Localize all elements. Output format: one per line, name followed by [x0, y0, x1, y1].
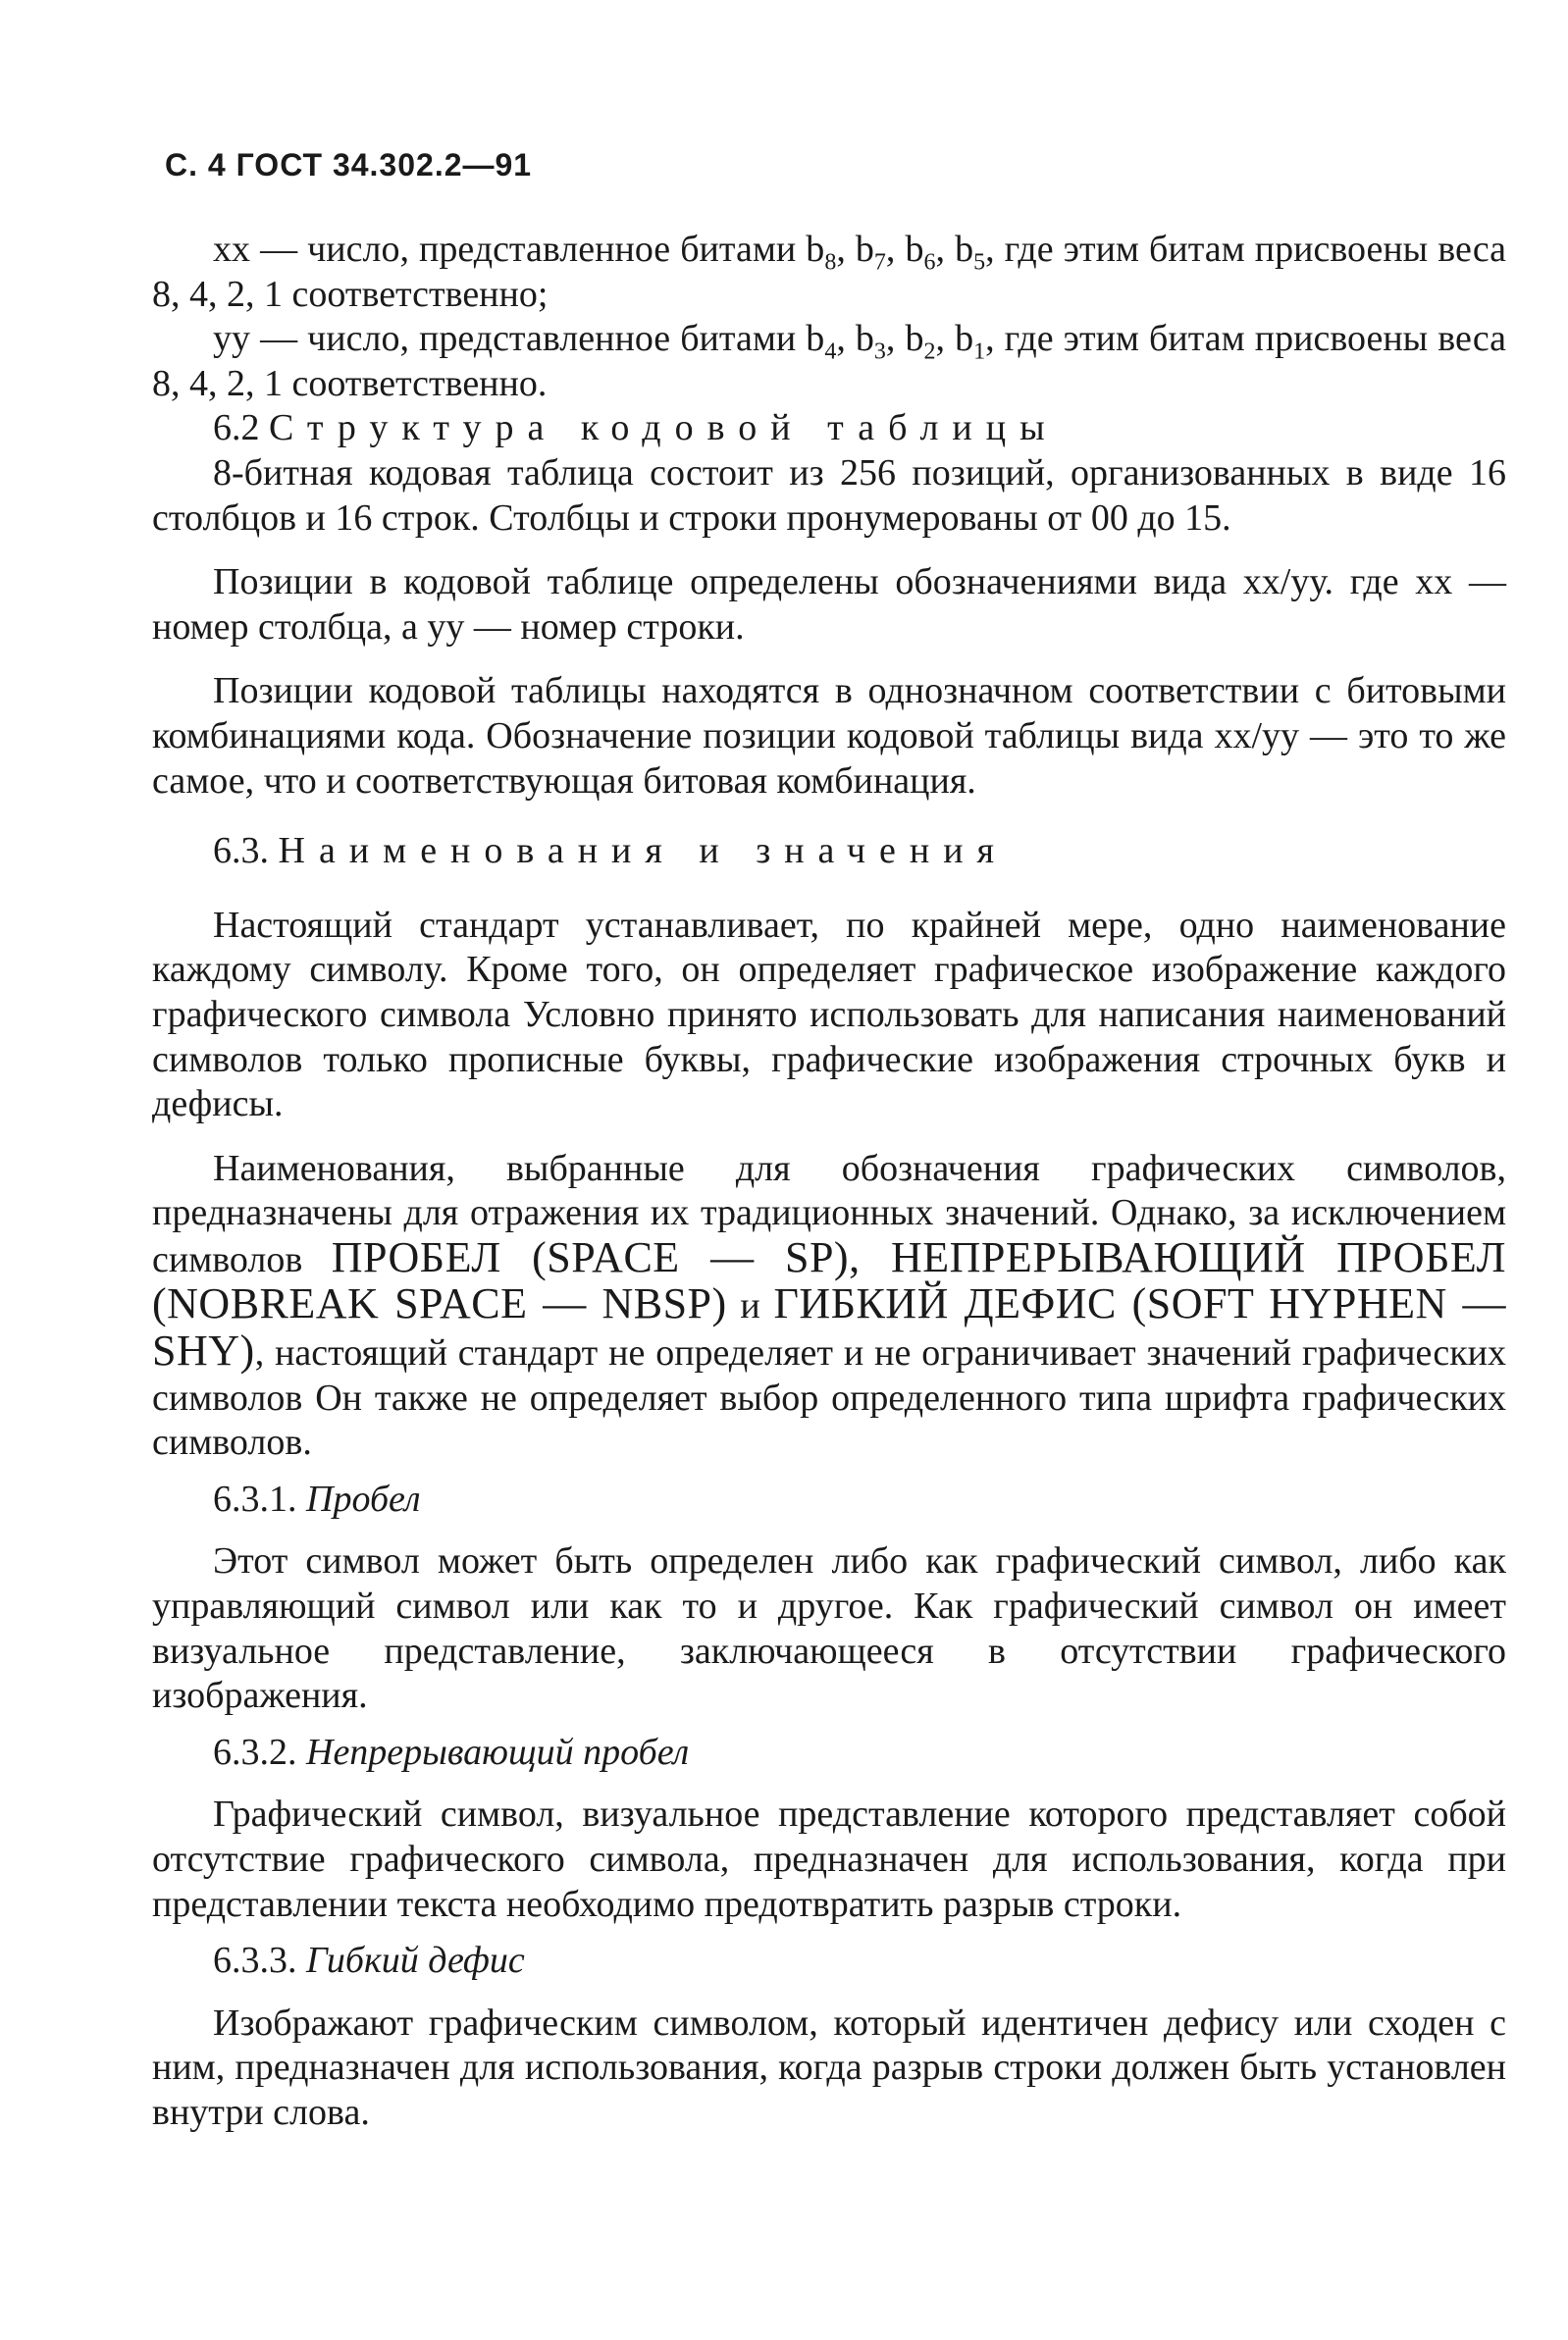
paragraph-symbol-names — [152, 1147, 1506, 1466]
text-fragment: и — [726, 1285, 774, 1327]
section-title: Наименования и значения — [278, 830, 1009, 872]
text-fragment: Наименования, выбранные для обозначения графических символов, предназначены для отражения их традиционных значений. Однако, за исключением символов — [152, 1147, 1506, 1280]
legend-yy-end: , где этим битам присвоены веса 8, 4, 2, 1 соответственно. — [152, 318, 1507, 404]
section-title: Гибкий дефис — [306, 1940, 525, 1982]
paragraph: Графический символ, визуальное представление которого представляет собой отсутствие графического символа, предназначен для использования, когда при представлении текста необходимо предотвратить разрыв строки. — [152, 1794, 1506, 1925]
section-6-3-3-heading — [152, 1939, 1506, 1984]
symbol-names-caps: ГИБКИЙ ДЕФИС (SOFT HYPHEN — SHY) — [152, 1279, 1506, 1376]
paragraph: Изображают графическим символом, который идентичен дефису или сходен с ним, предназначен для использования, когда разрыв строки должен быть установлен внутри слова. — [152, 2002, 1506, 2133]
legend-xx-start: xx — число, представленное битами b — [213, 229, 825, 270]
symbol-names-caps: ПРОБЕЛ (SPACE — SP), НЕПРЕРЫВАЮЩИЙ ПРОБЕЛ (NOBREAK SPACE — NBSP) — [152, 1232, 1506, 1328]
paragraph: Позиции в кодовой таблице определены обозначениями вида хх/уу. где хх — номер столбца, а уу — номер строки. — [152, 561, 1506, 648]
paragraph: Настоящий стандарт устанавливает, по крайней мере, одно наименование каждому символу. Кроме того, он определяет графическое изображение каждого графического символа Условно принято использовать для написания наименований символов только прописные буквы, графические изображения строчных букв и дефисы. — [152, 904, 1506, 1125]
legend-yy: уу — число, представленное битами $b_4$, $b_3$, $b_2$, $b_1$, где этим битам присвоены веса 8, 4, 2, 1 соответственно. — [152, 318, 1507, 404]
legend-xx-end: , где этим битам присвоены веса 8, 4, 2, 1 соответственно; — [152, 229, 1507, 315]
bit-8: 8 — [824, 249, 837, 276]
paragraph: Этот символ может быть определен либо как графический символ, либо как управляющий символ или как то и другое. Как графический символ он имеет визуальное представление, заключающееся в отсутствии графического изображения. — [152, 1540, 1506, 1717]
page-body — [152, 228, 1506, 2136]
running-head: С. 4 ГОСТ 34.302.2—91 — [165, 147, 533, 182]
bit-5: 5 — [973, 249, 986, 276]
bit-2: 2 — [923, 338, 936, 365]
bit-1: 1 — [973, 338, 986, 365]
text-fragment: , настоящий стандарт не определяет и не ограничивает значений графических символов Он также не определяет выбор определенного типа шрифта графических символов. — [152, 1332, 1506, 1464]
section-title: Непрерывающий пробел — [306, 1731, 690, 1773]
paragraph: Позиции кодовой таблицы находятся в однозначном соответствии с битовыми комбинациями кода. Обозначение позиции кодовой таблицы вида хх/уу — это то же самое, что и соответствующая битовая комбинация. — [152, 670, 1506, 802]
bit-4: 4 — [824, 338, 837, 365]
paragraph: 8-битная кодовая таблица состоит из 256 позиций, организованных в виде 16 столбцов и 16 строк. Столбцы и строки пронумерованы от 00 до 15. — [152, 451, 1506, 539]
section-number: 6.3.2. — [213, 1731, 297, 1773]
legend-xx: xx — число, представленное битами $b_8$, $b_7$, $b_6$, $b_5$, где этим битам присвоены веса 8, 4, 2, 1 соответственно; — [152, 229, 1507, 315]
section-number: 6.3.1. — [213, 1478, 297, 1520]
section-6-3-1-heading — [152, 1478, 1506, 1523]
bit-7: 7 — [873, 249, 886, 276]
legend-yy-start: уу — число, представленное битами b — [213, 318, 825, 360]
section-6-3-heading — [152, 829, 1506, 874]
section-title: Пробел — [306, 1478, 421, 1520]
section-number: 6.2 — [213, 407, 260, 449]
section-title: Структура кодовой таблицы — [269, 407, 1059, 449]
bit-3: 3 — [873, 338, 886, 365]
section-6-3-2-heading — [152, 1731, 1506, 1776]
section-6-2-heading — [152, 406, 1506, 451]
bit-6: 6 — [923, 249, 936, 276]
section-number: 6.3.3. — [213, 1940, 297, 1982]
section-number: 6.3. — [213, 830, 269, 872]
